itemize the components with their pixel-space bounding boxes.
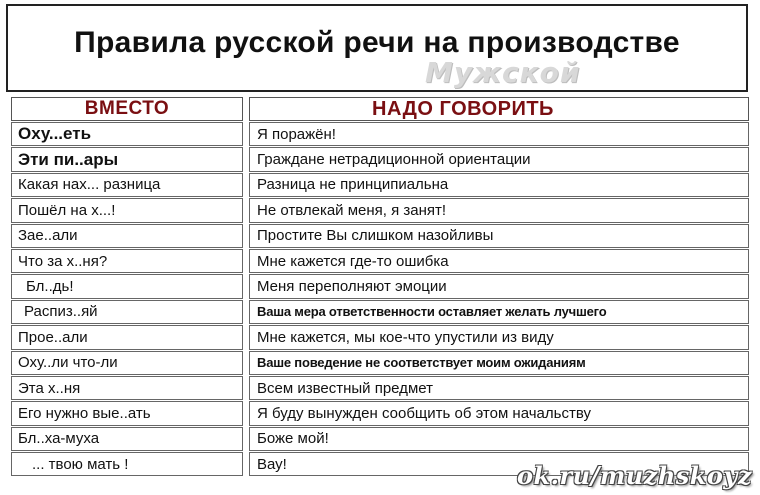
row-instead: Оху..ли что-ли bbox=[11, 351, 243, 375]
row-say: Разница не принципиальна bbox=[249, 173, 749, 197]
row-instead: ... твою мать ! bbox=[11, 452, 243, 476]
row-instead: Его нужно вые..ать bbox=[11, 401, 243, 425]
row-instead: Что за х..ня? bbox=[11, 249, 243, 273]
title-box bbox=[6, 4, 748, 92]
row-say: Ваше поведение не соответствует моим ожиданиям bbox=[249, 351, 749, 375]
row-instead: Бл..дь! bbox=[11, 274, 243, 298]
row-instead: Распиз..яй bbox=[11, 300, 243, 324]
column-header-say: НАДО ГОВОРИТЬ bbox=[249, 97, 749, 121]
row-instead: Зае..али bbox=[11, 224, 243, 248]
page-title: Правила русской речи на производстве bbox=[74, 26, 680, 59]
footer-watermark: ok.ru/muzhskoyz bbox=[517, 461, 752, 490]
row-say: Я поражён! bbox=[249, 122, 749, 146]
row-say: Боже мой! bbox=[249, 427, 749, 451]
column-header-instead: ВМЕСТО bbox=[11, 97, 243, 121]
row-say: Вау! bbox=[249, 452, 749, 476]
row-say: Мне кажется где-то ошибка bbox=[249, 249, 749, 273]
row-say: Меня переполняют эмоции bbox=[249, 274, 749, 298]
watermark-logo: Мужской bbox=[425, 56, 581, 89]
row-say: Я буду вынужден сообщить об этом начальству bbox=[249, 401, 749, 425]
row-instead: Прое..али bbox=[11, 325, 243, 349]
row-say: Всем известный предмет bbox=[249, 376, 749, 400]
row-instead: Бл..ха-муха bbox=[11, 427, 243, 451]
row-say: Не отвлекай меня, я занят! bbox=[249, 198, 749, 222]
row-say: Простите Вы слишком назойливы bbox=[249, 224, 749, 248]
row-instead: Пошёл на х...! bbox=[11, 198, 243, 222]
row-say: Ваша мера ответственности оставляет желать лучшего bbox=[249, 300, 749, 324]
row-instead: Эти пи..ары bbox=[11, 147, 243, 171]
row-say: Граждане нетрадиционной ориентации bbox=[249, 147, 749, 171]
row-instead: Какая нах... разница bbox=[11, 173, 243, 197]
row-say: Мне кажется, мы кое-что упустили из виду bbox=[249, 325, 749, 349]
phrase-table bbox=[11, 97, 749, 476]
row-instead: Оху...еть bbox=[11, 122, 243, 146]
row-instead: Эта х..ня bbox=[11, 376, 243, 400]
